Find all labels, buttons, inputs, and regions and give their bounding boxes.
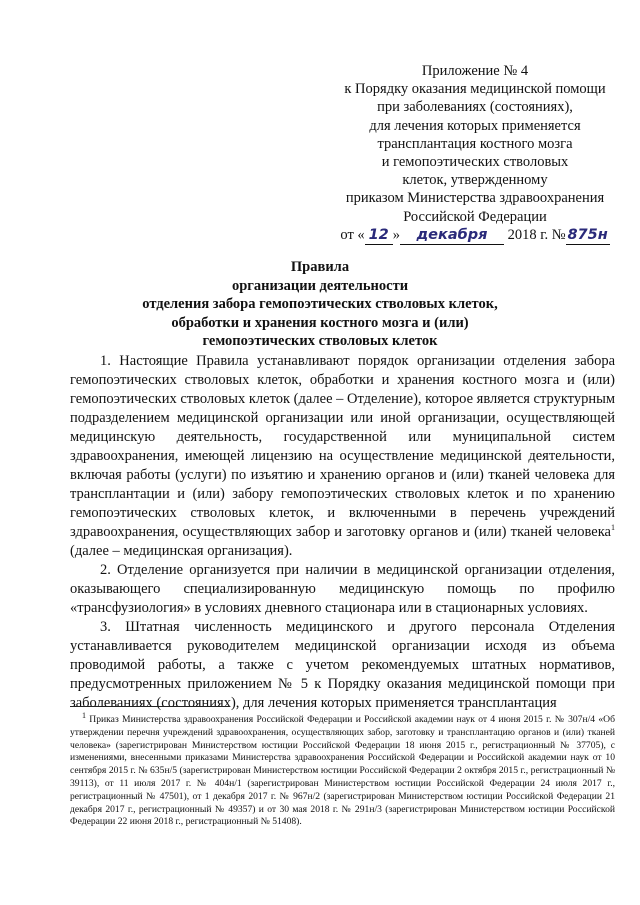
appendix-line: и гемопоэтических стволовых [381, 154, 569, 171]
title-line: Правила [290, 259, 350, 275]
title-line: отделения забора гемопоэтических стволовых клеток, [142, 296, 498, 313]
appendix-line: клеток, утвержденному [402, 172, 548, 189]
footnote [70, 710, 615, 829]
footnote-text-block [70, 710, 615, 829]
title-line: гемопоэтических стволовых клеток [202, 333, 438, 350]
paragraph-1-text: 1. Настоящие Правила устанавливают порядок организации отделения забора гемопоэтических стволовых клеток, обработки и хранения костного мозга и (или) гемопоэтических стволовых клеток (далее – Отделение), которое является структурным подразделением медицинской организации или иной организации, осуществляющей медицинскую деятельность, государственной или муниципальной систем здравоохранения, имеющей лицензию на осуществление медицинской деятельности, включая работы (услуги) по изъятию и хранению органов и (или) тканей человека для трансплантации и (или) забору гемопоэтических стволовых клеток и по хранению гемопоэтических стволовых клеток, и включенными в перечень учреждений здравоохранения, осуществляющих забор и заготовку органов и (или) тканей человека [70, 353, 615, 540]
paragraph-1-tail: (далее – медицинская организация). [70, 543, 293, 559]
appendix-line: к Порядку оказания медицинской помощи [344, 81, 606, 98]
order-year-text: 2018 г. № [507, 226, 566, 243]
paragraph-3: 3. Штатная численность медицинского и другого персонала Отделения устанавливается руководителем медицинской организации исходя из объема проводимой работы, а также с учетом рекомендуемых штатных нормативов, предусмотренных приложением № 5 к Порядку оказания медицинской помощи при заболеваниях (состояниях), для лечения которых применяется трансплантация [70, 619, 615, 711]
footnote-divider [70, 706, 230, 707]
title-line: обработки и хранения костного мозга и (или) [171, 314, 469, 331]
order-number-handwritten: 875н [566, 226, 610, 245]
appendix-line: трансплантация костного мозга [377, 135, 573, 152]
appendix-line: при заболеваниях (состояниях), [377, 99, 573, 116]
appendix-line: приказом Министерства здравоохранения [345, 190, 605, 207]
order-day-handwritten: 12 [365, 226, 393, 245]
appendix-line: для лечения которых применяется [369, 117, 581, 134]
appendix-header [320, 62, 630, 245]
document-title [40, 258, 600, 351]
footnote-text: Приказ Министерства здравоохранения Российской Федерации и Российской академии наук от 4 июня 2015 г. № 307н/4 «Об утверждении перечня учреждений здравоохранения, осуществляющих забор, заготовку и трансплантацию органов и (или) тканей человека» (зарегистрирован Министерством юстиции Российской Федерации 18 июня 2015 г., регистрационный № 37705), с изменениями, внесенными приказами Министерства здравоохранения Российской Федерации и Российской академии наук от 10 сентября 2015 г. № 635н/5 (зарегистрирован Министерством юстиции Российской Федерации 2 октября 2015 г., регистрационный № 39113), от 11 июля 2017 г. № 404н/1 (зарегистрирован Министерством юстиции Российской Федерации 24 июля 2017 г., регистрационный № 47501), от 1 декабря 2017 г. № 967н/2 (зарегистрирован Министерством юстиции Российской Федерации 21 декабря 2017 г., регистрационный № 49357) и от 30 мая 2018 г. № 291н/3 (зарегистрирован Министерством юстиции Российской Федерации 22 июня 2018 г., регистрационный № 51408). [70, 714, 615, 828]
order-date-line [320, 226, 630, 245]
document-body [70, 352, 615, 713]
appendix-line: Приложение № 4 [421, 63, 529, 79]
title-line: организации деятельности [231, 277, 409, 294]
order-month-handwritten: декабря [400, 226, 504, 245]
order-date-close-quote: » [392, 226, 400, 243]
order-date-prefix: от « [340, 226, 365, 243]
footnote-mark: 1 [82, 710, 86, 720]
paragraph-2: 2. Отделение организуется при наличии в медицинской организации отделения, оказывающего специализированную медицинскую помощь по профилю «трансфузиология» в условиях дневного стационара или в стационарных условиях. [70, 562, 615, 616]
footnote-reference[interactable]: 1 [611, 523, 615, 533]
paragraph-1 [70, 352, 615, 561]
appendix-line: Российской Федерации [403, 208, 547, 225]
